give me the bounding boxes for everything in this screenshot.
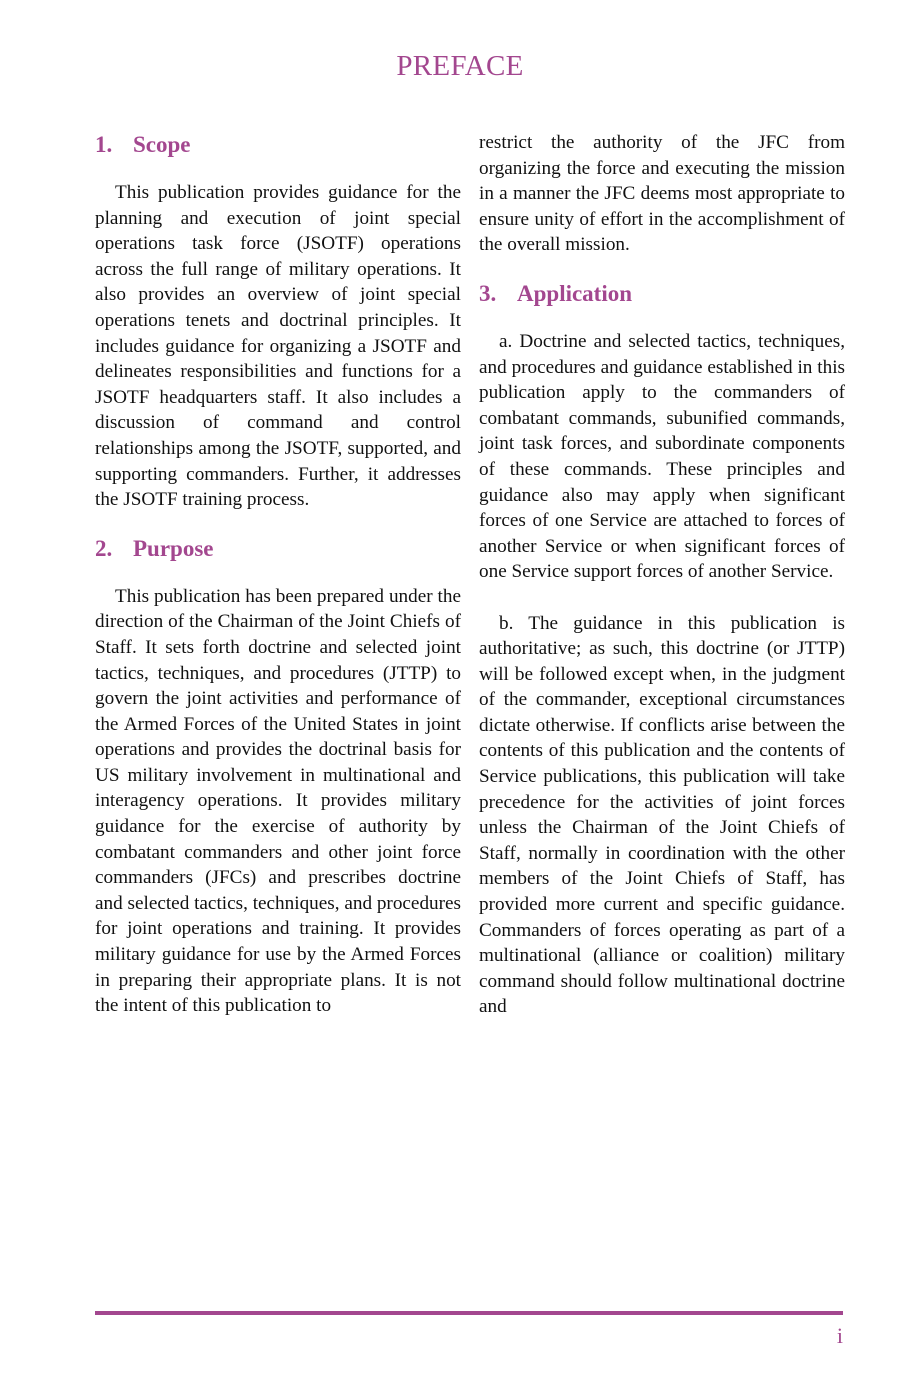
section-title: Scope: [133, 132, 191, 157]
section-title: Application: [517, 280, 633, 306]
spacer: [479, 585, 845, 611]
spacer: [479, 309, 845, 329]
section-number: 3.: [479, 280, 497, 306]
left-column: [95, 130, 461, 1019]
section-heading-application: [479, 279, 845, 309]
purpose-paragraph: This publication has been prepared under the direction of the Chairman of the Joint Chiefs of Staff. It sets forth doctrine and selected joint tactics, techniques, and procedures (JTTP) to govern the joint activities and performance of the Armed Forces of the United States in joint operations and provides the doctrinal basis for US military involvement in multinational and interagency operations. It provides military guidance for the exercise of authority by combatant commanders and other joint force commanders (JFCs) and prescribes doctrine and selected tactics, techniques, and procedures for joint operations and training. It provides military guidance for use by the Armed Forces in preparing their appropriate plans. It is not the intent of this publication to: [95, 585, 462, 1017]
spacer: [95, 513, 461, 534]
application-paragraph-b: b. The guidance in this publication is authoritative; as such, this doctrine (or JTTP) will be followed except when, in the judgment of the commander, exceptional circumstances dictate otherwise. If conflicts arise between the contents of this publication and the contents of Service publications, this publication will take precedence for the activities of joint forces unless the Chairman of the Joint Chiefs of Staff, normally in coordination with the other members of the Joint Chiefs of Staff, has provided more current and specific guidance. Commanders of forces operating as part of a multinational (alliance or coalition) military command should follow multinational doctrine and: [479, 612, 845, 1018]
section-number: 2.: [95, 535, 113, 561]
scope-paragraph: This publication provides guidance for the planning and execution of joint special operations task force (JSOTF) operations across the full range of military operations. It also provides an overview of joint special operations tenets and doctrinal principles. It includes guidance for organizing a JSOTF and delineates responsibilities and functions for a JSOTF headquarters staff. It also includes a discussion of command and control relationships among the JSOTF, supported, and supporting commanders. Further, it addresses the JSOTF training process.: [95, 182, 461, 511]
spacer: [95, 160, 461, 180]
section-heading-scope: [95, 130, 461, 160]
footer-rule: [95, 1311, 843, 1315]
application-paragraph-a: a. Doctrine and selected tactics, techniques, and procedures and guidance established in this publication apply to the commanders of combatant commands, subunified commands, joint task forces, and subordinate components of these commands. These principles and guidance also may apply when significant forces of one Service are attached to forces of another Service or when significant forces of one Service support forces of another Service.: [479, 330, 845, 583]
page-number: i: [836, 1323, 843, 1348]
spacer: [95, 564, 461, 584]
purpose-paragraph-continuation: restrict the authority of the JFC from organizing the force and executing the mission in a manner the JFC deems most appropriate to ensure unity of effort in the accomplishment of the overall mission.: [479, 132, 845, 256]
right-column: [479, 130, 845, 1020]
page-title: PREFACE: [396, 50, 524, 82]
section-heading-purpose: [95, 534, 461, 564]
section-title: Purpose: [133, 535, 214, 561]
spacer: [479, 258, 845, 279]
section-number: 1.: [95, 132, 113, 157]
